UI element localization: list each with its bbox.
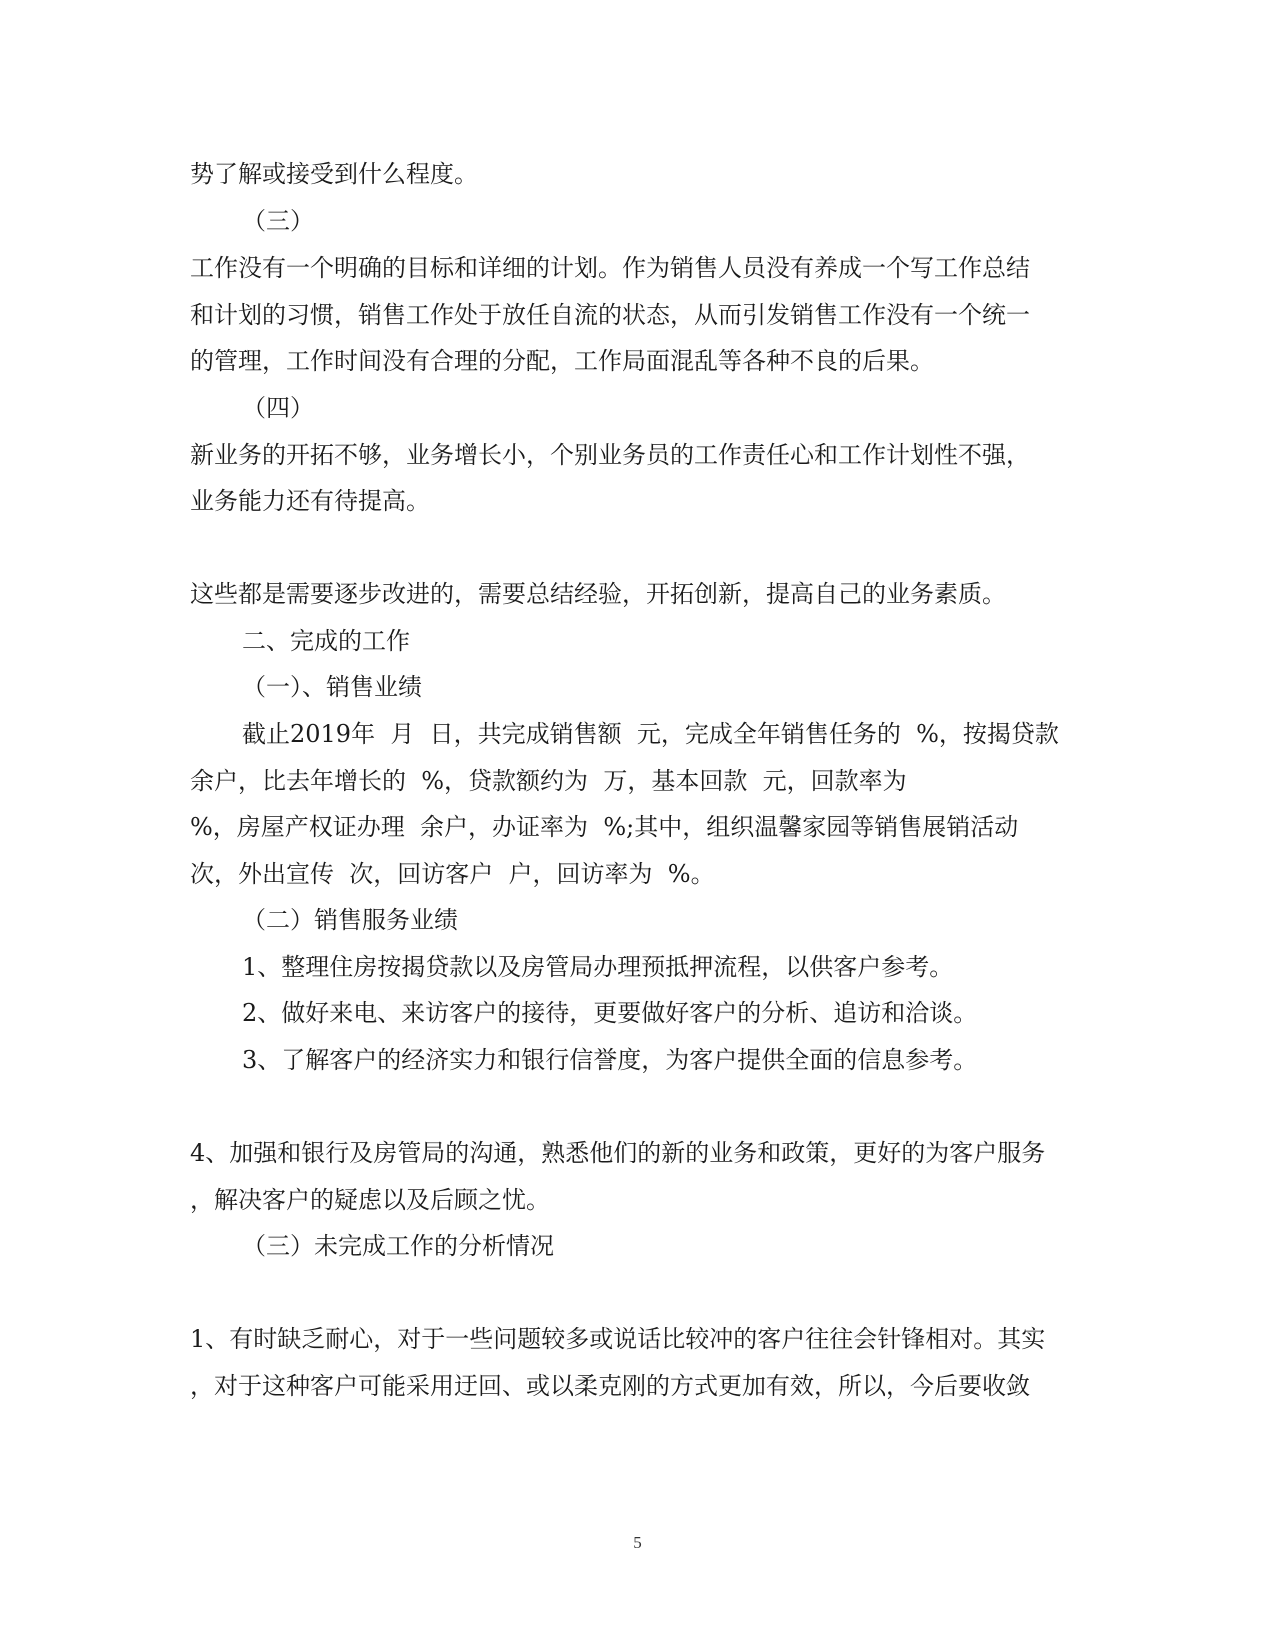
section-marker: （四） bbox=[242, 394, 314, 422]
text-line: 截止2019年 月 日，共完成销售额 元，完成全年销售任务的 %，按揭贷款 bbox=[242, 720, 1059, 748]
list-item: 4、加强和银行及房管局的沟通，熟悉他们的新的业务和政策，更好的为客户服务 bbox=[190, 1139, 1046, 1167]
subsection-heading: （三）未完成工作的分析情况 bbox=[242, 1232, 554, 1260]
text-line: ，解决客户的疑虑以及后顾之忧。 bbox=[190, 1186, 550, 1214]
text-line: 次，外出宣传 次，回访客户 户，回访率为 %。 bbox=[190, 860, 715, 888]
section-heading: 二、完成的工作 bbox=[242, 627, 410, 655]
text-line: 工作没有一个明确的目标和详细的计划。作为销售人员没有养成一个写工作总结 bbox=[190, 254, 1030, 282]
text-line: 势了解或接受到什么程度。 bbox=[190, 160, 478, 188]
subsection-heading: （一）、销售业绩 bbox=[242, 673, 422, 701]
text-line: %，房屋产权证办理 余户，办证率为 %;其中，组织温馨家园等销售展销活动 bbox=[190, 813, 1019, 841]
text-line: 业务能力还有待提高。 bbox=[190, 487, 430, 515]
list-item: 2、做好来电、来访客户的接待，更要做好客户的分析、追访和洽谈。 bbox=[242, 999, 978, 1027]
list-item: 1、整理住房按揭贷款以及房管局办理预抵押流程，以供客户参考。 bbox=[242, 953, 954, 981]
list-item: 1、有时缺乏耐心，对于一些问题较多或说话比较冲的客户往往会针锋相对。其实 bbox=[190, 1325, 1046, 1353]
text-line: ，对于这种客户可能采用迂回、或以柔克刚的方式更加有效，所以，今后要收敛 bbox=[190, 1372, 1030, 1400]
text-line: 新业务的开拓不够，业务增长小，个别业务员的工作责任心和工作计划性不强， bbox=[190, 441, 1030, 469]
text-line: 这些都是需要逐步改进的，需要总结经验，开拓创新，提高自己的业务素质。 bbox=[190, 580, 1006, 608]
section-marker: （三） bbox=[242, 207, 314, 235]
text-line: 余户，比去年增长的 %，贷款额约为 万，基本回款 元，回款率为 bbox=[190, 767, 907, 795]
subsection-heading: （二）销售服务业绩 bbox=[242, 906, 458, 934]
text-line: 和计划的习惯，销售工作处于放任自流的状态，从而引发销售工作没有一个统一 bbox=[190, 301, 1030, 329]
page-number: 5 bbox=[633, 1533, 642, 1552]
text-line: 的管理，工作时间没有合理的分配，工作局面混乱等各种不良的后果。 bbox=[190, 347, 934, 375]
list-item: 3、了解客户的经济实力和银行信誉度，为客户提供全面的信息参考。 bbox=[242, 1046, 978, 1074]
